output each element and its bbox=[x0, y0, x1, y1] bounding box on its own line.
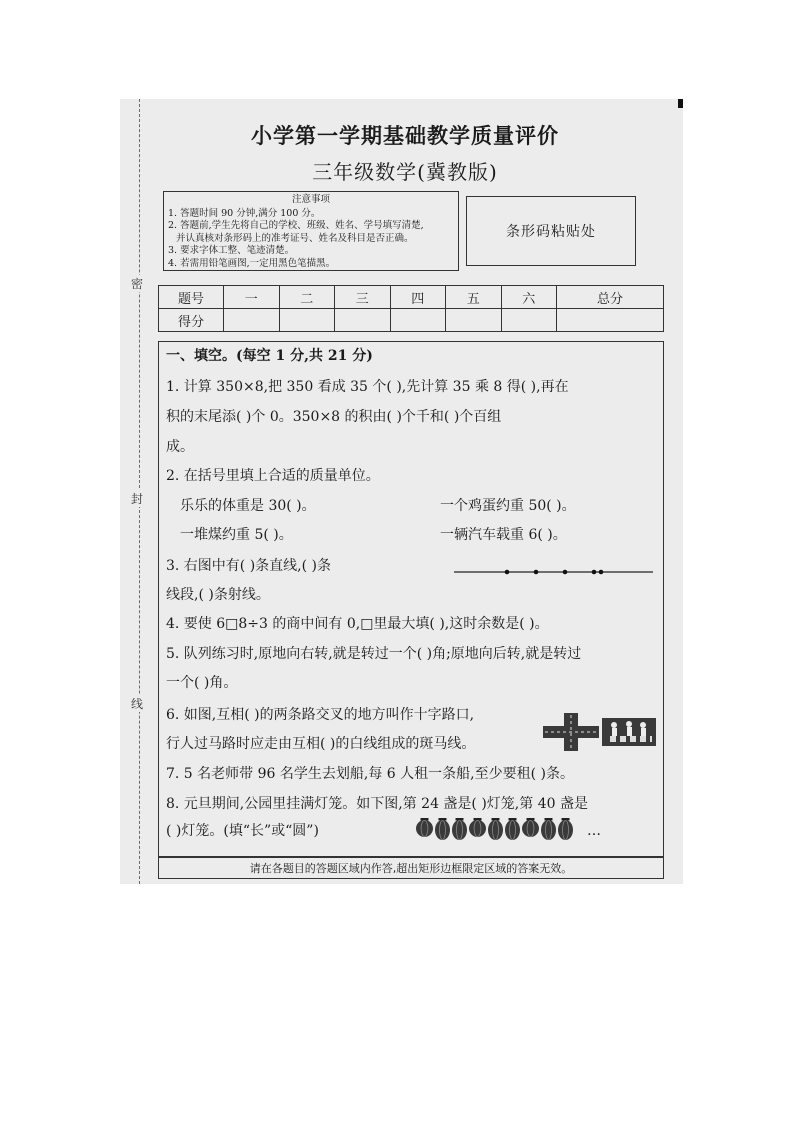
long-lantern-icon bbox=[505, 818, 520, 840]
score-header-cell: 五 bbox=[446, 286, 502, 309]
score-header-cell: 一 bbox=[224, 286, 280, 309]
notice-title: 注意事项 bbox=[291, 194, 330, 205]
score-table-score-row bbox=[159, 309, 664, 332]
long-lantern-icon bbox=[452, 818, 467, 840]
notice-line: 2. 答题前,学生先将自己的学校、班级、姓名、学号填写清楚, bbox=[168, 220, 424, 231]
figure-point bbox=[505, 570, 510, 575]
score-header-cell: 六 bbox=[501, 286, 557, 309]
score-cell[interactable] bbox=[446, 309, 502, 332]
question-3-line-2: 线段,( )条射线。 bbox=[166, 587, 270, 603]
question-5-line-1: 5. 队列练习时,原地向右转,就是转过一个( )角;原地向后转,就是转过 bbox=[166, 646, 582, 662]
lantern-ellipsis: … bbox=[587, 823, 601, 839]
question-1-line-3: 成。 bbox=[166, 439, 194, 455]
notice-line: 3. 要求字体工整、笔迹清楚。 bbox=[168, 245, 295, 256]
notice-line: 4. 若需用铅笔画图,一定用黑色笔描黑。 bbox=[168, 257, 336, 269]
question-7: 7. 5 名老师带 96 名学生去划船,每 6 人租一条船,至少要租( )条。 bbox=[166, 766, 574, 782]
score-cell[interactable] bbox=[279, 309, 335, 332]
question-3-line-1: 3. 右图中有( )条直线,( )条 bbox=[166, 558, 332, 574]
long-lantern-icon bbox=[435, 818, 450, 840]
score-header-cell: 题号 bbox=[159, 286, 224, 309]
figure-point bbox=[599, 570, 604, 575]
question-6-line-2: 行人过马路时应走由互相( )的白线组成的斑马线。 bbox=[166, 736, 476, 752]
question-5-line-2: 一个( )角。 bbox=[166, 675, 238, 691]
score-header-cell: 二 bbox=[279, 286, 335, 309]
score-header-cell: 三 bbox=[335, 286, 391, 309]
score-cell[interactable] bbox=[501, 309, 557, 332]
question-8-line-2: ( )灯笼。(填“长”或“圆”) bbox=[166, 823, 319, 839]
question-2-d: 一辆汽车载重 6( )。 bbox=[440, 527, 567, 543]
round-lantern-icon bbox=[469, 818, 486, 837]
score-table-header-row bbox=[159, 286, 664, 309]
round-lantern-icon bbox=[416, 818, 433, 837]
long-lantern-icon bbox=[488, 818, 503, 840]
footer-note-text: 请在各题目的答题区域内作答,超出矩形边框限定区域的答案无效。 bbox=[249, 862, 573, 875]
question-6-line-1: 6. 如图,互相( )的两条路交叉的地方叫作十字路口, bbox=[166, 707, 475, 723]
side-label-feng: 封 bbox=[130, 492, 143, 506]
figure-point bbox=[563, 570, 568, 575]
question-1-line-2: 积的末尾添( )个 0。350×8 的积由( )个千和( )个百组 bbox=[166, 409, 502, 425]
score-cell[interactable] bbox=[557, 309, 664, 332]
long-lantern-icon bbox=[541, 818, 556, 840]
question-8-line-1: 8. 元旦期间,公园里挂满灯笼。如下图,第 24 盏是( )灯笼,第 40 盏是 bbox=[166, 796, 588, 812]
question-2-c: 一堆煤约重 5( )。 bbox=[180, 527, 293, 543]
notice-line: 1. 答题时间 90 分钟,满分 100 分。 bbox=[168, 207, 321, 219]
figure-point bbox=[534, 570, 539, 575]
exam-title: 小学第一学期基础教学质量评价 bbox=[251, 123, 559, 148]
score-table bbox=[158, 285, 664, 332]
answer-area-note bbox=[158, 857, 664, 879]
question-2-a: 乐乐的体重是 30( )。 bbox=[180, 498, 316, 514]
side-label-mi: 密 bbox=[130, 277, 143, 291]
question-1-line-1: 1. 计算 350×8,把 350 看成 35 个( ),先计算 35 乘 8 得( ),再在 bbox=[166, 379, 569, 395]
question-4: 4. 要使 6□8÷3 的商中间有 0,□里最大填( ),这时余数是( )。 bbox=[166, 616, 549, 632]
notice-line: 并认真核对条形码上的准考证号、姓名及科目是否正确。 bbox=[176, 232, 414, 244]
edge-mark bbox=[678, 99, 683, 108]
crossroad-icon bbox=[543, 713, 599, 751]
score-cell[interactable] bbox=[224, 309, 280, 332]
long-lantern-icon bbox=[558, 818, 573, 840]
score-row-label: 得分 bbox=[159, 309, 224, 332]
round-lantern-icon bbox=[522, 818, 539, 837]
question-2-b: 一个鸡蛋约重 50( )。 bbox=[440, 498, 576, 514]
score-cell[interactable] bbox=[335, 309, 391, 332]
side-label-xian: 线 bbox=[130, 697, 143, 711]
figure-point bbox=[592, 570, 597, 575]
score-header-cell: 总分 bbox=[557, 286, 664, 309]
score-header-cell: 四 bbox=[390, 286, 446, 309]
barcode-area bbox=[466, 196, 636, 266]
line-segments-figure bbox=[453, 565, 655, 579]
exam-subtitle: 三年级数学(冀教版) bbox=[312, 160, 498, 184]
question-2-stem: 2. 在括号里填上合适的质量单位。 bbox=[166, 468, 380, 484]
score-cell[interactable] bbox=[390, 309, 446, 332]
section-heading: 一、填空。(每空 1 分,共 21 分) bbox=[166, 348, 373, 364]
notice-box bbox=[163, 191, 459, 271]
barcode-label: 条形码粘贴处 bbox=[506, 224, 596, 240]
lantern-row-figure bbox=[414, 818, 586, 842]
zebra-crossing-icon bbox=[602, 718, 656, 746]
